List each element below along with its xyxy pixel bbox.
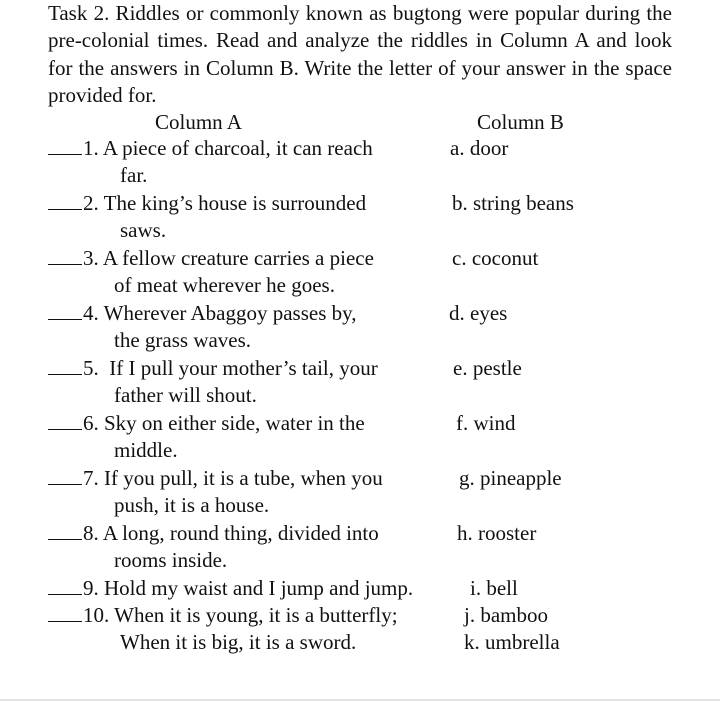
riddle-item [48,602,398,656]
riddle-text: 6. Sky on either side, water in the [83,411,365,435]
answer-blank[interactable] [48,604,82,622]
riddle-text: 4. Wherever Abaggoy passes by, [83,301,357,325]
riddle-item [48,190,366,244]
task-instructions: Task 2. Riddles or commonly known as bugtong were popular during the pre-colonial times. Read and analyze the riddles in Column A and look for the answers in Column B. Write the letter of your answer in the space provided for. [48,1,672,108]
riddle-text-continued: rooms inside. [114,548,228,572]
answer-choice-c: c. coconut [452,246,539,270]
answer-blank[interactable] [48,412,82,430]
answer-blank[interactable] [48,192,82,210]
riddle-text-continued: father will shout. [114,383,257,407]
answer-blank[interactable] [48,577,82,595]
riddle-text-continued: When it is big, it is a sword. [120,630,357,654]
answer-choice-f: f. wind [456,411,516,435]
answer-blank[interactable] [48,302,82,320]
answer-choice-h: h. rooster [457,521,537,545]
riddle-item [48,355,378,409]
answer-choice-b: b. string beans [452,191,574,215]
riddle-text: 1. A piece of charcoal, it can reach [83,136,373,160]
riddle-text-continued: far. [120,163,148,187]
answer-choice-g: g. pineapple [459,466,562,490]
answer-blank[interactable] [48,137,82,155]
riddle-item [48,300,357,354]
page-bottom-divider [0,699,720,701]
answer-blank[interactable] [48,247,82,265]
answer-choice-e: e. pestle [453,356,522,380]
riddle-text: 5. If I pull your mother’s tail, your [83,356,378,380]
riddle-text: 10. When it is young, it is a butterfly; [83,603,398,627]
answer-choice-d: d. eyes [449,301,508,325]
riddle-text-continued: push, it is a house. [114,493,270,517]
riddle-item [48,410,365,464]
riddle-text: 3. A fellow creature carries a piece [83,246,374,270]
riddle-text-continued: of meat wherever he goes. [114,273,335,297]
riddle-text: 2. The king’s house is surrounded [83,191,367,215]
column-a-header: Column A [155,110,242,134]
riddle-item [48,135,373,189]
column-b-header: Column B [477,110,564,134]
riddle-text: 7. If you pull, it is a tube, when you [83,466,383,490]
riddle-text: 9. Hold my waist and I jump and jump. [83,576,414,600]
answer-blank[interactable] [48,522,82,540]
answer-blank[interactable] [48,357,82,375]
answer-choice-k: k. umbrella [464,630,560,654]
riddle-item [48,520,379,574]
answer-choice-j: j. bamboo [464,603,548,627]
riddle-item [48,465,383,519]
answer-choice-i: i. bell [470,576,518,600]
riddle-text-continued: middle. [114,438,178,462]
answer-blank[interactable] [48,467,82,485]
riddle-text: 8. A long, round thing, divided into [83,521,379,545]
riddle-item [48,575,413,602]
riddle-text-continued: saws. [120,218,167,242]
answer-choice-a: a. door [450,136,509,160]
riddle-item [48,245,374,299]
riddle-text-continued: the grass waves. [114,328,252,352]
